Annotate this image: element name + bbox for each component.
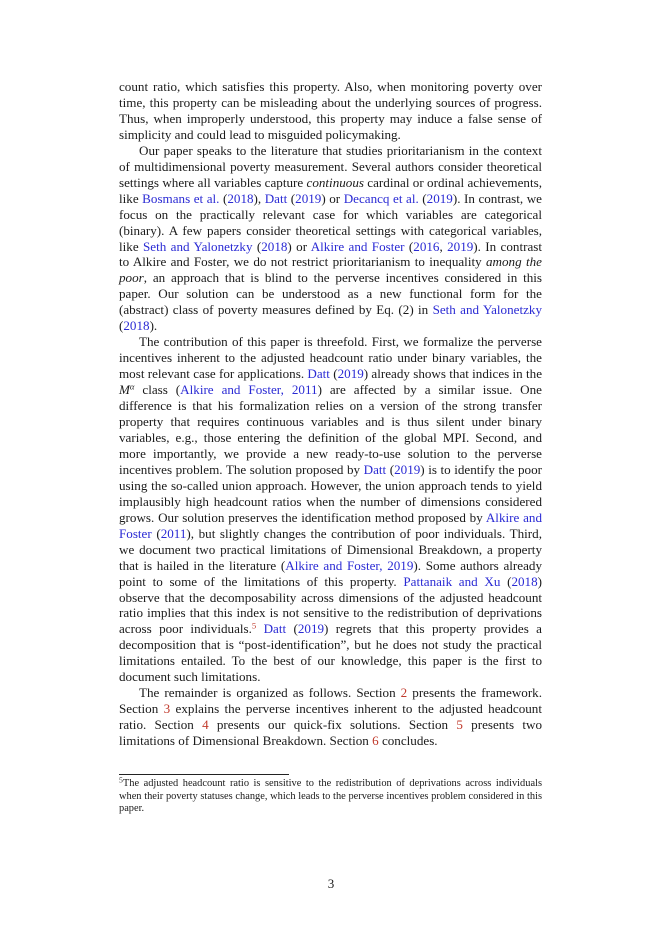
citation-link[interactable]: Decancq et al.	[343, 190, 419, 206]
citation-link[interactable]: Alkire and Foster	[119, 509, 542, 541]
citation-link[interactable]: Alkire and Foster	[310, 238, 405, 254]
section-ref-link[interactable]: 6	[372, 733, 379, 749]
text-run: (	[119, 318, 124, 334]
page-number: 3	[327, 876, 335, 891]
citation-year-link[interactable]: 2019	[337, 366, 364, 382]
citation-year-link[interactable]: 2011	[160, 525, 187, 541]
text-run: (	[286, 621, 298, 637]
text-run: (	[418, 190, 427, 206]
text-run: (	[404, 238, 414, 254]
citation-link[interactable]: Datt	[363, 461, 387, 477]
citation-link[interactable]: Alkire and Foster, 2011	[180, 382, 318, 398]
text-run: Our paper speaks to the literature that studies prioritarianism in the context of multidimensional poverty measurement. Several authors consider theoretical settings where all variables capture	[119, 142, 542, 190]
citation-link[interactable]: Datt	[307, 366, 330, 382]
citation-year-link[interactable]: 2018	[511, 573, 538, 589]
citation-year-link[interactable]: 2016	[413, 238, 440, 254]
citation-year-link[interactable]: 2019	[297, 621, 325, 637]
page-body	[119, 79, 542, 749]
text-run: ) or	[321, 190, 344, 206]
text-run: cardinal or ordinal achievements, like	[119, 174, 542, 206]
text-run: ) or	[287, 238, 311, 254]
text-run: presents the framework. Section	[119, 685, 542, 717]
text-run: ). Some authors already point to some of the limitations of this property.	[119, 557, 542, 589]
text-run: ), but slightly changes the contribution of poor individuals. Third, we document two practical limitations of Dimensional Breakdown, a property that is hailed in the literature (	[119, 525, 542, 573]
citation-link[interactable]: Bosmans et al.	[142, 190, 220, 206]
footnote-divider	[119, 774, 289, 775]
text-run: ) already shows that indices in the	[363, 366, 543, 382]
text-run: ). In contrast, we focus on the practically relevant case for which variables are categorical (binary). A few papers consider theoretical settings with categorical variables, like	[119, 190, 542, 254]
text-run: ) observe that the decomposability across dimensions of the adjusted headcount ratio implies that this index is not sensitive to the redistribution of deprivations across poor individuals.	[119, 573, 542, 637]
text-run: (	[252, 238, 262, 254]
paragraph-1	[119, 79, 542, 143]
text-run: explains the perverse incentives inherent to the adjusted headcount ratio. Section	[119, 701, 542, 733]
text-run: ,	[439, 238, 448, 254]
text-run: ). In contrast to Alkire and Foster, we do not restrict prioritarianism to inequality	[119, 238, 543, 270]
section-ref-link[interactable]: 2	[400, 685, 408, 701]
footnote-text: The adjusted headcount ratio is sensitive to the redistribution of deprivations across individuals when their poverty statuses change, which leads to the perverse incentives problem considered in this paper.	[119, 778, 542, 815]
text-run: The remainder is organized as follows. Section	[139, 685, 401, 701]
text-run: ) is to identify the poor using the so-called union approach. However, the union approach tends to yield implausibly high headcount ratios when the number of dimensions considered grows. Our solution preserves the identification method proposed by	[119, 461, 543, 525]
text-run: ),	[253, 190, 265, 206]
footnote-mark: 5	[119, 775, 123, 785]
citation-year-link[interactable]: 2019	[295, 190, 322, 206]
text-run: (	[500, 573, 512, 589]
footnote	[119, 775, 542, 816]
section-ref-link[interactable]: 3	[163, 701, 171, 717]
citation-year-link[interactable]: 2019	[426, 190, 453, 206]
text-run: (	[287, 190, 296, 206]
citation-year-link[interactable]: 2019	[394, 461, 421, 477]
section-ref-link[interactable]: 5	[456, 717, 463, 733]
citation-year-link[interactable]: 2019	[447, 238, 474, 254]
math-symbol	[119, 382, 134, 397]
math-base: M	[119, 382, 130, 398]
emphasis: continuous	[306, 174, 364, 190]
text-run: presents our quick-fix solutions. Section	[208, 717, 457, 733]
paragraph-4	[119, 685, 542, 749]
citation-link[interactable]: Datt	[263, 621, 287, 637]
text-run: (	[219, 190, 228, 206]
citation-year-link[interactable]: 2018	[261, 238, 288, 254]
citation-link[interactable]: Pattanaik and Xu	[403, 573, 501, 589]
text-run: class (	[134, 382, 181, 398]
citation-link[interactable]: Seth and Yalonetzky	[143, 238, 253, 254]
citation-link[interactable]: Datt	[264, 190, 288, 206]
emphasis: among the poor	[119, 254, 542, 286]
text-run: (	[386, 461, 395, 477]
citation-link[interactable]: Seth and Yalonetzky	[432, 302, 542, 318]
text-run: ).	[149, 318, 158, 334]
text-run: presents two limitations of Dimensional Breakdown. Section	[119, 717, 542, 749]
text-run: , an approach that is blind to the perverse incentives considered in this paper. Our solution can be understood as a new functional form for the (abstract) class of poverty measures defined by Eq. (2) in	[119, 270, 542, 318]
text-run: (	[151, 525, 161, 541]
text-run	[256, 621, 263, 636]
citation-year-link[interactable]: 2018	[123, 318, 150, 334]
footnote-marker-link[interactable]: 5	[251, 620, 257, 631]
text-run: concludes.	[378, 733, 438, 749]
text-run: ) regrets that this property provides a decomposition that is “post-identification”, but he does not study the practical limitations entailed. To the best of our knowledge, this paper is the first to document such limitations.	[119, 621, 542, 685]
text-run: (	[329, 366, 338, 382]
paragraph-3	[119, 334, 542, 685]
section-ref-link[interactable]: 4	[202, 717, 209, 733]
citation-year-link[interactable]: 2018	[227, 190, 254, 206]
paragraph-2	[119, 143, 542, 334]
math-superscript: α	[129, 381, 135, 392]
text-run: ) are affected by a similar issue. One difference is that his formalization relies on a version of the strong transfer property that requires continuous variables and is thus silent under binary variables, e.g., those entering the definition of the global MPI. Second, and more importantly, we provide a new ready-to-use solution to the perverse incentives problem. The solution proposed by	[119, 382, 542, 477]
paragraph-1-text: count ratio, which satisfies this property. Also, when monitoring poverty over time, this property can be misleading about the underlying sources of progress. Thus, when improperly understood, this property may induce a false sense of simplicity and could lead to misguided policymaking.	[119, 79, 542, 142]
text-run: The contribution of this paper is threefold. First, we formalize the perverse incentives inherent to the adjusted headcount ratio under binary variables, the most relevant case for applications.	[119, 334, 542, 382]
citation-link[interactable]: Alkire and Foster, 2019	[285, 557, 414, 573]
